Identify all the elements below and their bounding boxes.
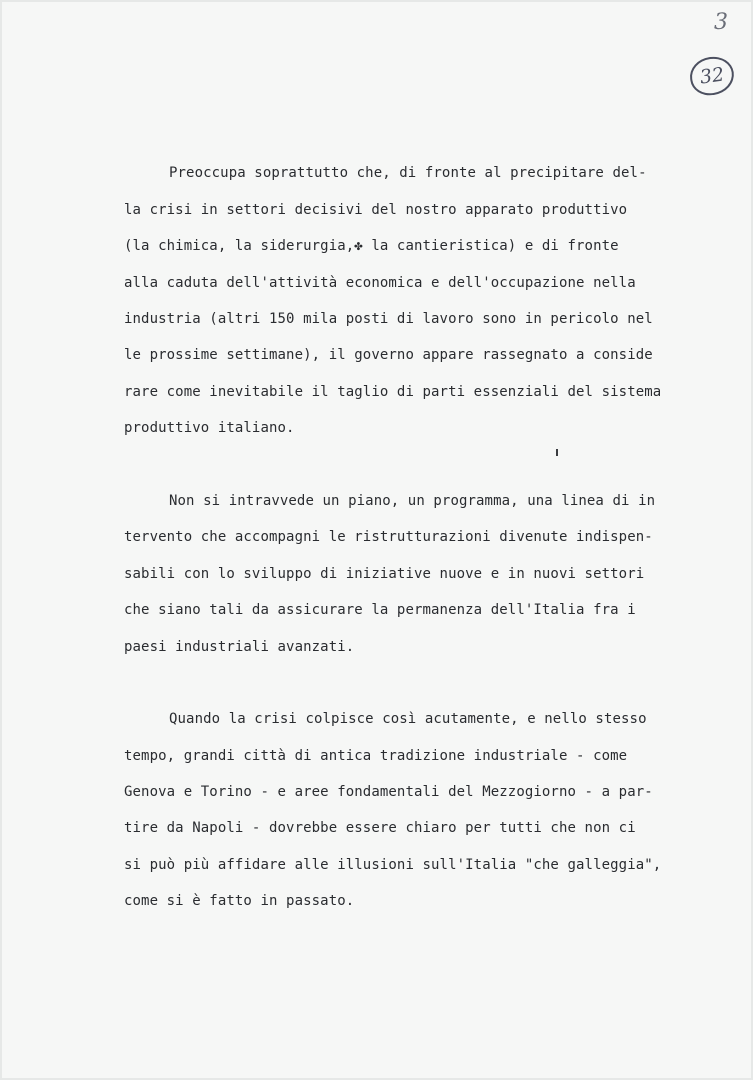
paragraph-3-line-1: Quando la crisi colpisce così acutamente, e nello stesso [169,711,647,727]
circled-folio-number: 32 [688,54,737,98]
paragraph-2-line-2: tervento che accompagni le ristrutturazioni divenute indispen- [124,529,653,545]
paragraph-2-line-5: paesi industriali avanzati. [124,639,355,655]
paragraph-2-line-1: Non si intravvede un piano, un programma, una linea di in [169,493,656,509]
paragraph-3-line-5: si può più affidare alle illusioni sull'Italia "che galleggia", [124,857,662,873]
paragraph-1-line-2: la crisi in settori decisivi del nostro apparato produttivo [124,202,628,218]
paragraph-3-line-2: tempo, grandi città di antica tradizione industriale - come [124,748,628,764]
paragraph-3-line-6: come si è fatto in passato. [124,893,355,909]
paragraph-1-line-4: alla caduta dell'attività economica e dell'occupazione nella [124,275,636,291]
paragraph-1-line-5: industria (altri 150 mila posti di lavoro sono in pericolo nel [124,311,653,327]
paragraph-1-line-7: rare come inevitabile il taglio di parti essenziali del sistema [124,384,662,400]
paragraph-1-line-6: le prossime settimane), il governo appare rassegnato a conside [124,347,653,363]
stray-ink-mark [556,449,558,456]
handwritten-page-number: 3 [714,10,728,35]
paragraph-3-line-4: tire da Napoli - dovrebbe essere chiaro per tutti che non ci [124,820,636,836]
paragraph-2-line-4: che siano tali da assicurare la permanenza dell'Italia fra i [124,602,636,618]
paragraph-1-line-3: (la chimica, la siderurgia,✤ la cantieristica) e di fronte [124,238,619,254]
paragraph-2-line-3: sabili con lo sviluppo di iniziative nuove e in nuovi settori [124,566,645,582]
paragraph-1-line-8: produttivo italiano. [124,420,295,436]
paragraph-3-line-3: Genova e Torino - e aree fondamentali del Mezzogiorno - a par- [124,784,653,800]
paragraph-1-line-1: Preoccupa soprattutto che, di fronte al precipitare del- [169,165,647,181]
